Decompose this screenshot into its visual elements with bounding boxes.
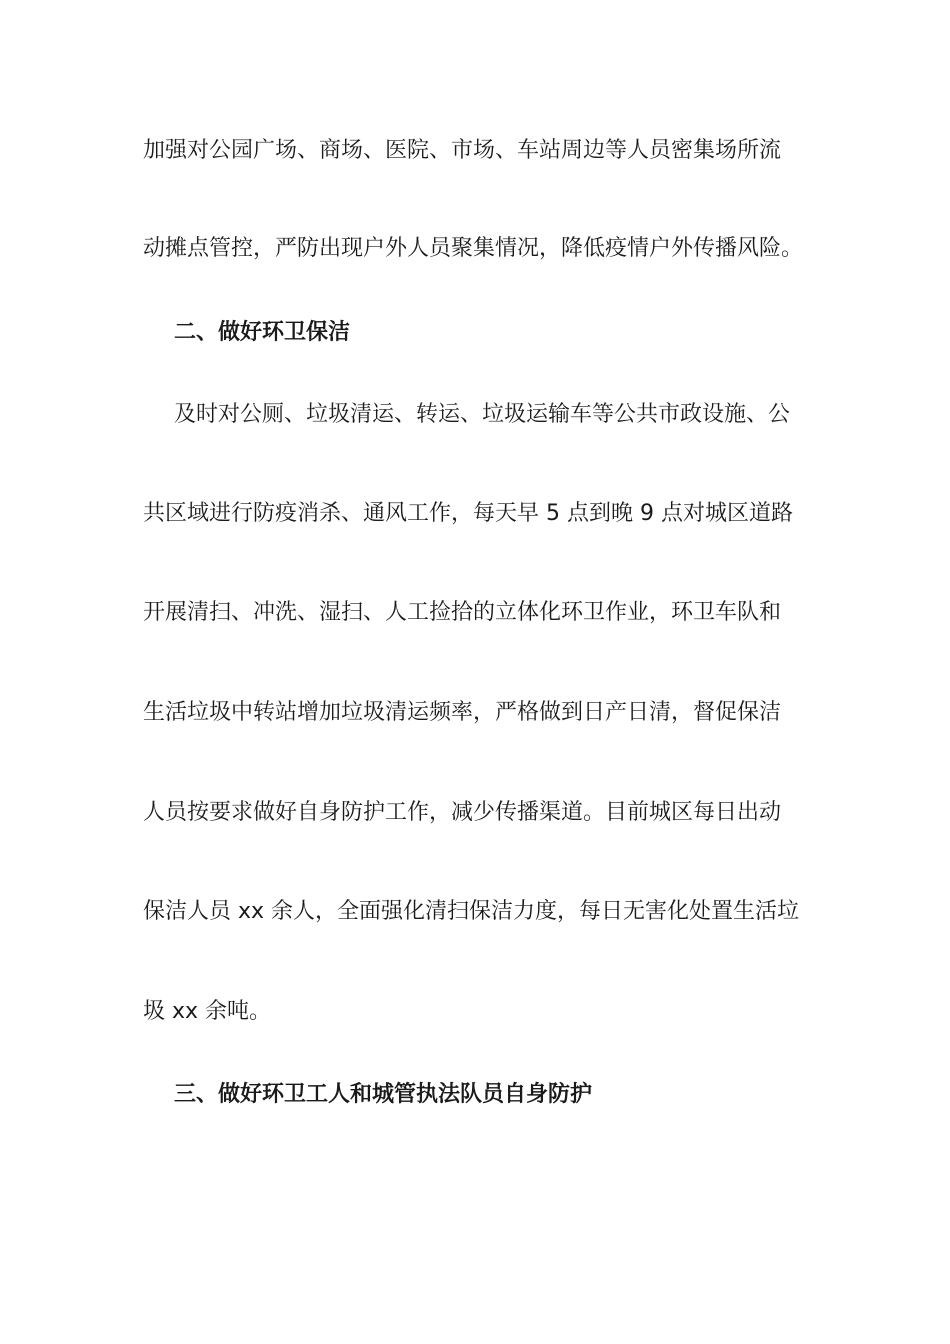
body-line-6: 生活垃圾中转站增加垃圾清运频率，严格做到日产日清，督促保洁 [143, 700, 782, 725]
body-line-4: 共区域进行防疫消杀、通风工作，每天早 5 点到晚 9 点对城区道路 [143, 501, 793, 526]
body-line-9: 圾 xx 余吨。 [143, 999, 272, 1024]
body-line-2: 动摊点管控，严防出现户外人员聚集情况，降低疫情户外传播风险。 [143, 236, 804, 261]
body-line-3: 及时对公厕、垃圾清运、转运、垃圾运输车等公共市政设施、公 [174, 402, 791, 427]
body-line-5: 开展清扫、冲洗、湿扫、人工捡拾的立体化环卫作业，环卫车队和 [143, 600, 782, 625]
body-line-1: 加强对公园广场、商场、医院、市场、车站周边等人员密集场所流 [143, 138, 782, 163]
body-line-8: 保洁人员 xx 余人，全面强化清扫保洁力度，每日无害化处置生活垃 [143, 899, 800, 924]
section-heading-2: 二、做好环卫保洁 [174, 320, 351, 345]
body-line-7: 人员按要求做好自身防护工作，减少传播渠道。目前城区每日出动 [143, 800, 782, 825]
section-heading-3: 三、做好环卫工人和城管执法队员自身防护 [174, 1082, 593, 1107]
